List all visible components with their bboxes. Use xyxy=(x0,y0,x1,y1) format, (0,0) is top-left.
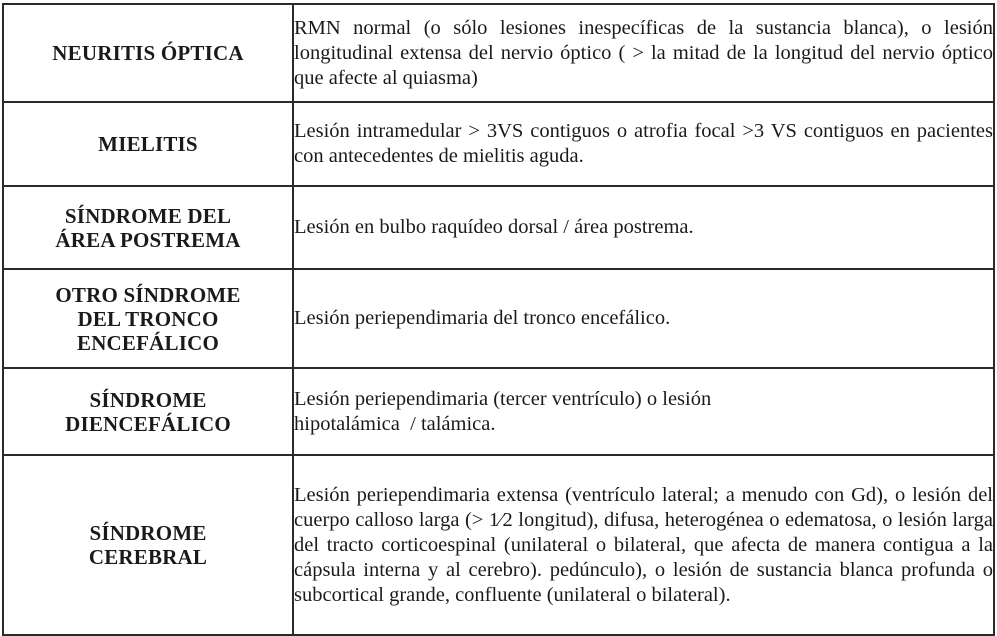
table-row xyxy=(3,102,994,186)
finding-cell xyxy=(293,368,994,455)
syndrome-cell xyxy=(3,102,293,186)
finding-cell xyxy=(293,269,994,368)
syndrome-label-line: SÍNDROME xyxy=(89,521,207,545)
finding-cell xyxy=(293,102,994,186)
syndrome-cell xyxy=(3,186,293,269)
finding-text-line: hipotalámica / talámica. xyxy=(294,412,496,435)
table-row xyxy=(3,4,994,102)
syndrome-label-line: DIENCEFÁLICO xyxy=(65,411,231,436)
table-row xyxy=(3,269,994,368)
syndrome-cell xyxy=(3,4,293,102)
finding-text-line: Lesión periependimaria (tercer ventrículo) o lesión xyxy=(294,387,712,410)
syndrome-label-line: SÍNDROME DEL xyxy=(64,203,232,228)
finding-text: Lesión intramedular > 3VS contiguos o atrofia focal >3 VS contiguos en pacientes con antecedentes de mielitis aguda. xyxy=(294,120,993,167)
syndrome-label: NEURITIS ÓPTICA xyxy=(52,41,244,65)
finding-text: RMN normal (o sólo lesiones inespecíficas de la sustancia blanca), o lesión longitudinal extensa del nervio óptico ( > la mitad de la longitud del nervio óptico que afecte al quiasma) xyxy=(294,16,993,89)
syndrome-label-line: OTRO SÍNDROME xyxy=(55,282,241,307)
finding-cell xyxy=(293,455,994,635)
table-row xyxy=(3,186,994,269)
syndrome-label-line: ENCEFÁLICO xyxy=(76,330,220,355)
syndrome-label-line: CEREBRAL xyxy=(88,545,208,569)
finding-text: Lesión periependimaria extensa (ventrículo lateral; a menudo con Gd), o lesión del cuerpo calloso larga (> 1⁄2 longitud), difusa, heterogénea o edematosa, o lesión larga del tracto corticoespinal (unilateral o bilateral, que afecta de manera contigua a la cápsula interna y al cerebro). pedúnculo), o lesión de sustancia blanca profunda o subcortical grande, confluente (unilateral o bilateral). xyxy=(294,483,993,606)
finding-cell xyxy=(293,4,994,102)
syndrome-cell xyxy=(3,455,293,635)
syndrome-label-line: DEL TRONCO xyxy=(77,306,219,331)
syndrome-label-line: ÁREA POSTREMA xyxy=(55,227,241,252)
syndrome-cell xyxy=(3,368,293,455)
mri-criteria-table xyxy=(2,3,995,636)
finding-cell xyxy=(293,186,994,269)
table-row xyxy=(3,368,994,455)
table-row xyxy=(3,455,994,635)
syndrome-cell xyxy=(3,269,293,368)
syndrome-label: MIELITIS xyxy=(98,132,198,156)
finding-text: Lesión periependimaria del tronco encefálico. xyxy=(294,307,671,329)
syndrome-label-line: SÍNDROME xyxy=(89,387,207,412)
finding-text: Lesión en bulbo raquídeo dorsal / área postrema. xyxy=(294,216,694,238)
